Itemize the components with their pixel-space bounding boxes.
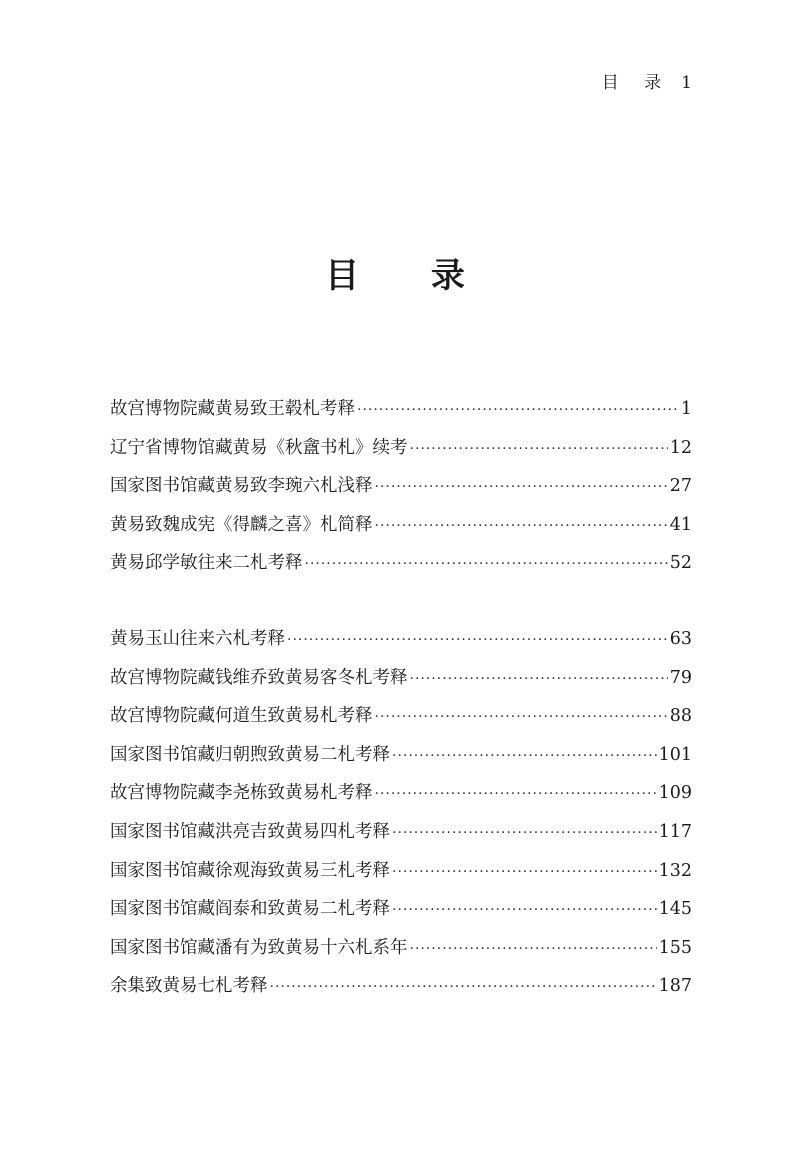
toc-entry[interactable] <box>110 967 692 1006</box>
toc-entry[interactable] <box>110 774 692 813</box>
dot-leader <box>392 853 657 892</box>
toc-entry-title: 辽宁省博物馆藏黄易《秋盦书札》续考 <box>110 437 408 458</box>
toc-entry-title: 国家图书馆藏洪亮吉致黄易四札考释 <box>110 821 390 842</box>
toc-entry-page: 63 <box>669 629 692 649</box>
toc-entry-page: 27 <box>669 476 692 497</box>
dot-leader <box>410 930 657 969</box>
dot-leader <box>410 430 668 469</box>
toc-entry-title: 国家图书馆藏阎泰和致黄易二札考释 <box>110 899 390 920</box>
page-title: 目 录 <box>325 256 495 296</box>
running-head-title: 目 录 <box>601 73 672 93</box>
dot-leader <box>392 891 657 930</box>
toc-entry-title: 国家图书馆藏归朝煦致黄易二札考释 <box>110 744 390 765</box>
toc-entry-title: 故宫博物院藏李尧栋致黄易札考释 <box>110 783 373 804</box>
toc-entry-page: 145 <box>658 899 692 920</box>
toc-entry-page: 187 <box>658 976 692 997</box>
toc-entry[interactable] <box>110 852 692 891</box>
dot-leader <box>375 507 668 546</box>
running-head <box>602 68 692 93</box>
dot-leader <box>357 391 679 430</box>
toc-entry-page: 88 <box>669 706 692 727</box>
toc-entry-title: 国家图书馆藏徐观海致黄易三札考释 <box>110 860 390 881</box>
running-head-page-number: 1 <box>681 73 692 93</box>
toc-entry[interactable] <box>110 390 692 429</box>
toc-entry-title: 黄易致魏成宪《得麟之喜》札简释 <box>110 514 373 535</box>
toc-entry[interactable] <box>110 929 692 968</box>
dot-leader <box>305 545 668 584</box>
toc-entry-page: 79 <box>669 667 692 688</box>
toc-entry-title: 余集致黄易七札考释 <box>110 976 268 997</box>
toc-entry-page: 1 <box>680 399 692 419</box>
dot-leader <box>287 621 668 660</box>
toc-entry[interactable] <box>110 506 692 545</box>
toc-entry-page: 101 <box>658 744 692 765</box>
toc-entry-title: 故宫博物院藏钱维乔致黄易客冬札考释 <box>110 667 408 688</box>
toc-entry-page: 41 <box>669 514 692 535</box>
toc-entry-page: 117 <box>658 821 692 842</box>
toc-entry-title: 故宫博物院藏黄易致王毂札考释 <box>110 399 355 419</box>
dot-leader <box>375 698 668 737</box>
toc-entry-title: 黄易玉山往来六札考释 <box>110 629 285 649</box>
dot-leader <box>392 814 657 853</box>
toc-entry[interactable] <box>110 697 692 736</box>
dot-leader <box>410 660 668 699</box>
dot-leader <box>375 775 657 814</box>
toc-entry-title: 黄易邱学敏往来二札考释 <box>110 553 303 574</box>
toc-entry-title: 国家图书馆藏潘有为致黄易十六札系年 <box>110 937 408 958</box>
toc-entry-page: 155 <box>658 937 692 958</box>
toc-entry-page: 132 <box>658 860 692 881</box>
toc-group-2 <box>110 620 692 1006</box>
toc-entry[interactable] <box>110 890 692 929</box>
toc-entry[interactable] <box>110 429 692 468</box>
toc-entry[interactable] <box>110 813 692 852</box>
toc-group-1 <box>110 390 692 583</box>
toc-entry[interactable] <box>110 467 692 506</box>
dot-leader <box>270 968 657 1007</box>
toc-entry[interactable] <box>110 544 692 583</box>
toc-entry[interactable] <box>110 620 692 659</box>
toc-entry-page: 52 <box>669 553 692 574</box>
toc-entry-title: 国家图书馆藏黄易致李琬六札浅释 <box>110 476 373 497</box>
dot-leader <box>392 737 657 776</box>
dot-leader <box>375 468 668 507</box>
toc-entry[interactable] <box>110 659 692 698</box>
toc-entry-page: 109 <box>658 783 692 804</box>
toc-entry[interactable] <box>110 736 692 775</box>
toc-entry-title: 故宫博物院藏何道生致黄易札考释 <box>110 706 373 727</box>
toc-entry-page: 12 <box>669 437 692 458</box>
